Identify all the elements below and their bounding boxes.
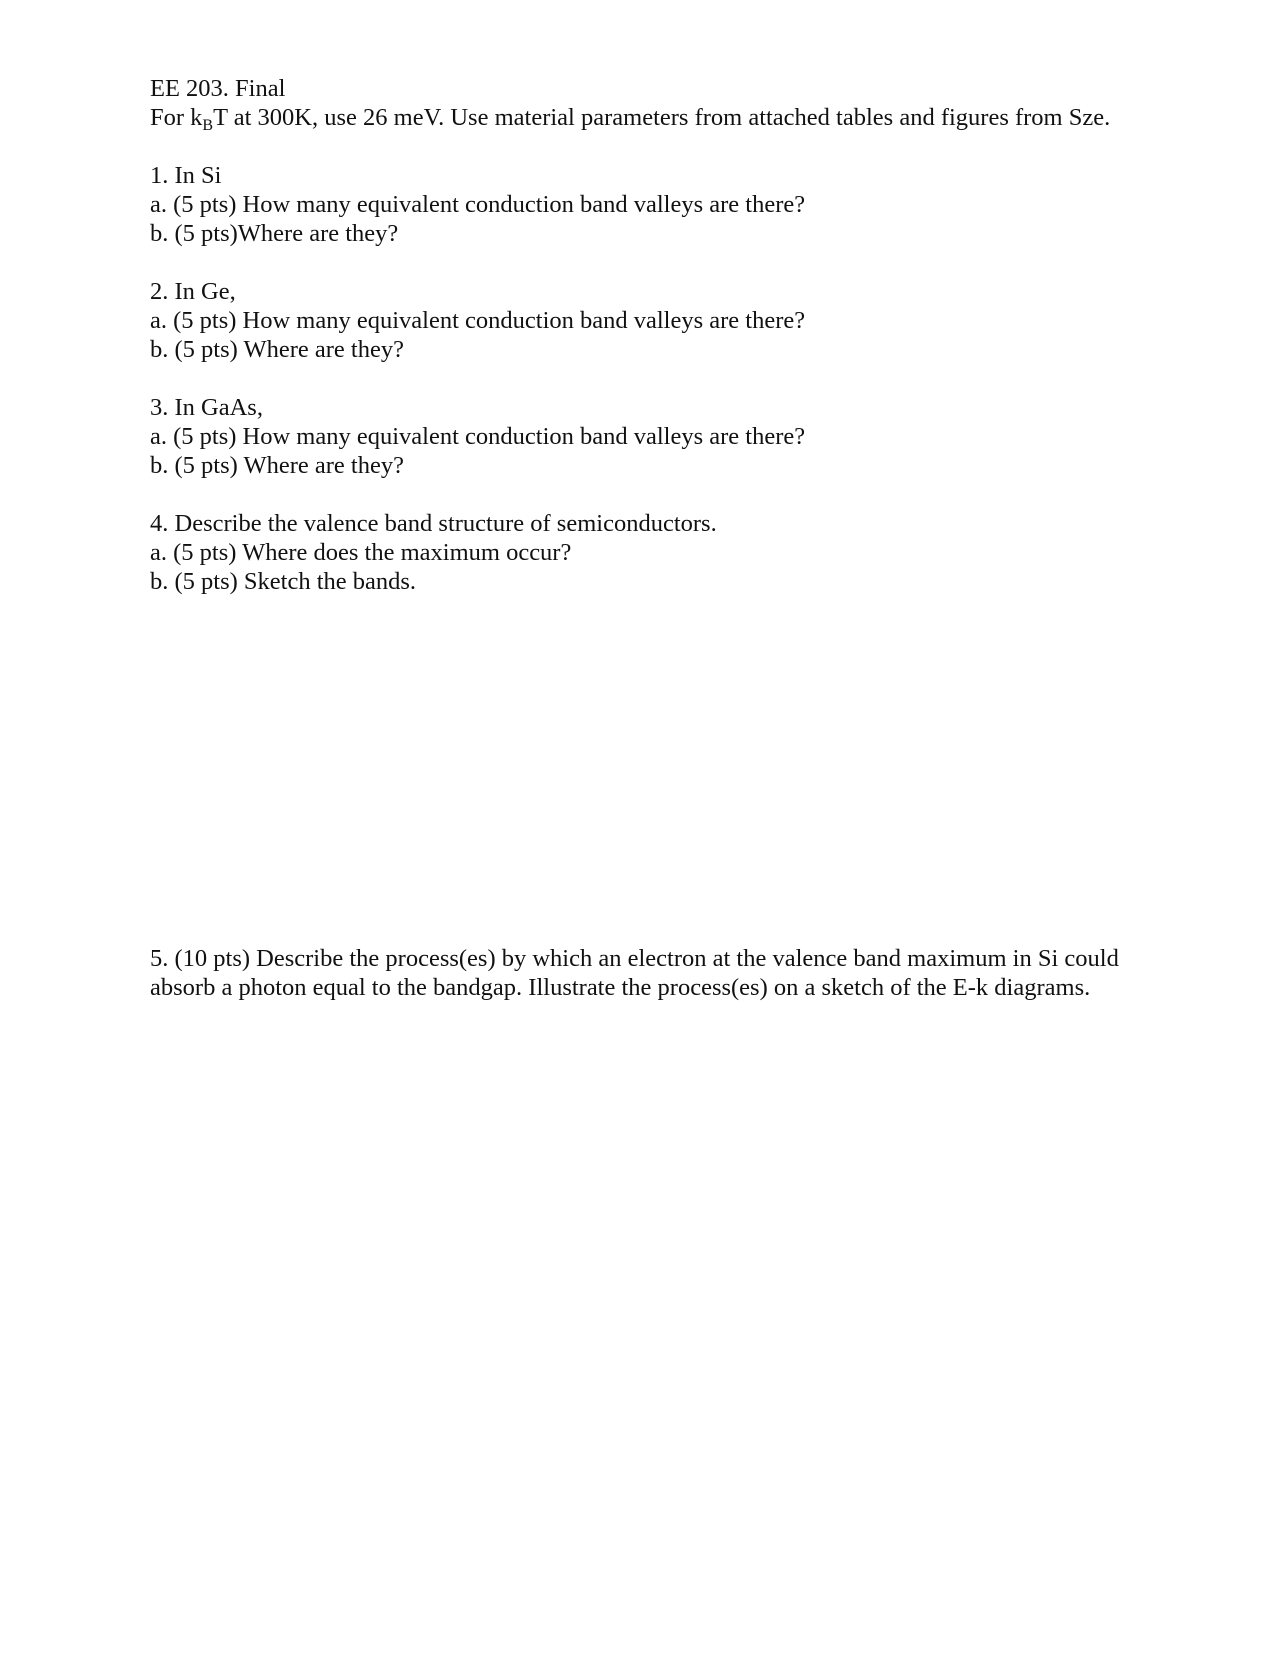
question-3a: a. (5 pts) How many equivalent conduction band valleys are there? [150,423,806,450]
question-2-heading: 2. In Ge, [150,278,236,305]
question-3 [150,393,1150,480]
question-3-heading: 3. In GaAs, [150,394,263,421]
question-3b: b. (5 pts) Where are they? [150,452,404,479]
question-1a: a. (5 pts) How many equivalent conduction band valleys are there? [150,191,806,218]
exam-instructions [150,103,1150,132]
instructions-k: For k [150,104,203,131]
question-5 [150,944,1150,1002]
question-4a: a. (5 pts) Where does the maximum occur? [150,539,572,566]
question-1 [150,161,1150,248]
answer-space [150,596,1150,944]
question-4-heading: 4. Describe the valence band structure of semiconductors. [150,510,717,537]
instructions-rest: T at 300K, use 26 meV. Use material parameters from attached tables and figures from Sze. [213,104,1111,131]
question-5-text: 5. (10 pts) Describe the process(es) by which an electron at the valence band maximum in Si could absorb a photon equal to the bandgap. Illustrate the process(es) on a sketch of the E-k diagrams. [150,945,1119,1001]
exam-header [150,74,1150,132]
question-1b: b. (5 pts)Where are they? [150,220,399,247]
instructions-subscript-b: B [202,117,214,134]
question-2b: b. (5 pts) Where are they? [150,336,404,363]
question-1-heading: 1. In Si [150,162,222,189]
question-4 [150,509,1150,596]
question-2a: a. (5 pts) How many equivalent conduction band valleys are there? [150,307,806,334]
question-2 [150,277,1150,364]
exam-page [150,74,1150,1002]
exam-title: EE 203. Final [150,75,286,102]
question-4b: b. (5 pts) Sketch the bands. [150,568,417,595]
